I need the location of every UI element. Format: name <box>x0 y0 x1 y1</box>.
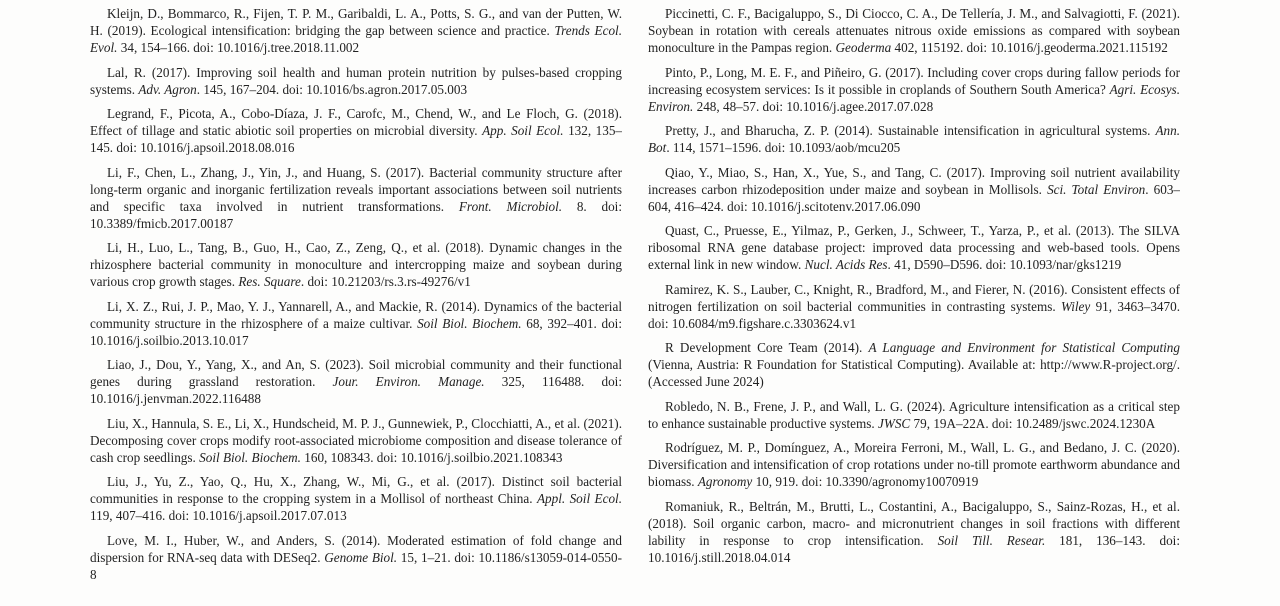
reference-entry <box>90 239 622 290</box>
journal-title: Appl. Soil Ecol. <box>536 491 622 506</box>
reference-entry <box>648 5 1180 56</box>
reference-text: 325, 116488. doi: 10.1016/j.jenvman.2022.116488 <box>90 374 622 406</box>
journal-title: Agronomy <box>697 474 753 489</box>
journal-title: Jour. Environ. Manage. <box>332 374 485 389</box>
journal-title: A Language and Environment for Statistical Computing <box>868 340 1180 355</box>
reference-text: 248, 48–57. doi: 10.1016/j.agee.2017.07.028 <box>693 98 934 114</box>
reference-text: 160, 108343. doi: 10.1016/j.soilbio.2021.108343 <box>300 449 563 465</box>
reference-entry <box>648 339 1180 390</box>
journal-title: Res. Square <box>238 274 301 289</box>
reference-entry <box>90 356 622 407</box>
journal-title: Nucl. Acids Res <box>804 257 888 272</box>
reference-text: Rodríguez, M. P., Domínguez, A., Moreira Ferroni, M., Wall, L. G., and Bedano, J. C. (2020). Diversification and intensification of crop rotations under no-till promote earthworm abundance and biomass. <box>648 440 1180 489</box>
reference-text: Love, M. I., Huber, W., and Anders, S. (2014). Moderated estimation of fold change and dispersion for RNA-seq data with DESeq2. <box>90 532 622 565</box>
reference-text: Piccinetti, C. F., Bacigaluppo, S., Di Ciocco, C. A., De Tellería, J. M., and Salvagiotti, F. (2021). Soybean in rotation with cereals attenuates nitrous oxide emissions as compared with soybean monoculture in the Pampas region. <box>648 6 1180 55</box>
reference-text: . 145, 167–204. doi: 10.1016/bs.agron.2017.05.003 <box>196 81 468 97</box>
reference-entry <box>90 5 622 56</box>
journal-title: Genome Biol. <box>324 549 398 565</box>
reference-text: Pinto, P., Long, M. E. F., and Piñeiro, G. (2017). Including cover crops during fallow periods for increasing ecosystem services: Is it possible in croplands of Southern South America? <box>648 64 1180 97</box>
journal-title: Agri. Ecosys. Environ. <box>648 81 1180 114</box>
journal-title: Sci. Total Environ <box>1047 181 1146 197</box>
reference-text: Robledo, N. B., Frene, J. P., and Wall, L. G. (2024). Agriculture intensification as a critical step to enhance sustainable productive systems. <box>648 398 1180 431</box>
reference-entry <box>648 281 1180 332</box>
reference-text: 132, 135–145. doi: 10.1016/j.apsoil.2018.08.016 <box>90 123 622 155</box>
reference-entry <box>648 498 1180 566</box>
reference-entry <box>648 122 1180 156</box>
reference-text: . 114, 1571–1596. doi: 10.1093/aob/mcu205 <box>666 140 901 155</box>
reference-text: Liu, J., Yu, Z., Yao, Q., Hu, X., Zhang, W., Mi, G., et al. (2017). Distinct soil bacterial communities in response to the cropping system in a Mollisol of northeast China. <box>90 474 622 506</box>
reference-entry <box>90 105 622 156</box>
journal-title: Soil Biol. Biochem. <box>417 315 522 331</box>
reference-text: 68, 392–401. doi: 10.1016/j.soilbio.2013.10.017 <box>90 315 622 348</box>
reference-entry <box>648 164 1180 215</box>
reference-entry <box>90 64 622 98</box>
journal-title: JWSC <box>878 415 911 431</box>
journal-title: Wiley <box>1060 298 1091 314</box>
reference-text: Lal, R. (2017). Improving soil health and human protein nutrition by pulses-based cropping systems. <box>90 64 622 97</box>
reference-text: 15, 1–21. doi: 10.1186/s13059-014-0550-8 <box>90 549 622 582</box>
journal-title: Trends Ecol. Evol. <box>90 23 622 55</box>
reference-entry <box>90 415 622 466</box>
reference-entry <box>90 473 622 524</box>
reference-entry <box>90 298 622 349</box>
reference-text: 402, 115192. doi: 10.1016/j.geoderma.2021.115192 <box>891 40 1168 55</box>
reference-entry <box>648 398 1180 432</box>
reference-text: Qiao, Y., Miao, S., Han, X., Yue, S., and Tang, C. (2017). Improving soil nutrient availability increases carbon rhizodeposition under maize and soybean in Mollisols. <box>648 164 1180 197</box>
journal-title: App. Soil Ecol. <box>482 123 564 138</box>
references-column-left <box>90 5 622 606</box>
reference-entry <box>648 222 1180 273</box>
journal-title: Geoderma <box>835 40 892 55</box>
reference-text: . 41, D590–D596. doi: 10.1093/nar/gks1219 <box>887 257 1122 272</box>
reference-text: . 603–604, 416–424. doi: 10.1016/j.scitotenv.2017.06.090 <box>648 181 1180 214</box>
reference-text: Liu, X., Hannula, S. E., Li, X., Hundscheid, M. P. J., Gunnewiek, P., Clocchiatti, A., et al. (2021). Decomposing cover crops modify root-associated microbiome composition and disease tolerance of cash crop seedlings. <box>90 415 622 465</box>
journal-title: Soil Till. Resear. <box>937 532 1046 548</box>
reference-text: Ramirez, K. S., Lauber, C., Knight, R., Bradford, M., and Fierer, N. (2016). Consistent effects of nitrogen fertilization on soil bacterial communities in contrasting systems. <box>648 281 1180 314</box>
reference-text: Romaniuk, R., Beltrán, M., Brutti, L., Costantini, A., Bacigaluppo, S., Sainz-Rozas, H., et al. (2018). Soil organic carbon, macro- and micronutrient changes in soil fractions with different lability in response to crop intensification. <box>648 498 1180 548</box>
reference-entry <box>648 439 1180 490</box>
reference-entry <box>90 164 622 232</box>
journal-title: Front. Microbiol. <box>458 198 563 214</box>
reference-text: (Vienna, Austria: R Foundation for Statistical Computing). Available at: http://www.R-project.org/. (Accessed June 2024) <box>648 357 1180 389</box>
reference-text: Pretty, J., and Bharucha, Z. P. (2014). Sustainable intensification in agricultural systems. <box>665 123 1156 138</box>
reference-text: . doi: 10.21203/rs.3.rs-49276/v1 <box>300 274 471 289</box>
reference-text: Li, H., Luo, L., Tang, B., Guo, H., Cao, Z., Zeng, Q., et al. (2018). Dynamic changes in the rhizosphere bacterial community in monoculture and intercropping maize and soybean during various crop growth stages. <box>90 240 622 289</box>
reference-entry <box>90 532 622 583</box>
reference-text: 79, 19A–22A. doi: 10.2489/jswc.2024.1230A <box>910 415 1156 431</box>
reference-text: Liao, J., Dou, Y., Yang, X., and An, S. (2023). Soil microbial community and their functional genes during grassland restoration. <box>90 357 622 389</box>
reference-text: Li, X. Z., Rui, J. P., Mao, Y. J., Yannarell, A., and Mackie, R. (2014). Dynamics of the bacterial community structure in the rhizosphere of a maize cultivar. <box>90 298 622 331</box>
reference-text: 91, 3463–3470. doi: 10.6084/m9.figshare.c.3303624.v1 <box>648 298 1180 331</box>
reference-text: 119, 407–416. doi: 10.1016/j.apsoil.2017.07.013 <box>90 508 347 523</box>
reference-text: 8. doi: 10.3389/fmicb.2017.00187 <box>90 198 622 231</box>
reference-text: Li, F., Chen, L., Zhang, J., Yin, J., and Huang, S. (2017). Bacterial community structure after long-term organic and inorganic fertilization reveals important associations between soil nutrients and specific taxa involved in nutrient transformations. <box>90 164 622 214</box>
references-column-right <box>648 5 1180 606</box>
reference-text: R Development Core Team (2014). <box>665 340 869 355</box>
reference-text: Quast, C., Pruesse, E., Yilmaz, P., Gerken, J., Schweer, T., Yarza, P., et al. (2013). The SILVA ribosomal RNA gene database project: improved data processing and web-based tools. Opens external link in new window. <box>648 223 1180 272</box>
reference-text: Kleijn, D., Bommarco, R., Fijen, T. P. M., Garibaldi, L. A., Potts, S. G., and van der Putten, W. H. (2019). Ecological intensification: bridging the gap between science and practice. <box>90 6 622 38</box>
reference-text: Legrand, F., Picota, A., Cobo-Díaza, J. F., Carofc, M., Chend, W., and Le Floch, G. (2018). Effect of tillage and static abiotic soil properties on microbial diversity. <box>90 106 622 138</box>
reference-text: 34, 154–166. doi: 10.1016/j.tree.2018.11.002 <box>117 40 360 55</box>
reference-text: 10, 919. doi: 10.3390/agronomy10070919 <box>752 474 979 489</box>
journal-title: Soil Biol. Biochem. <box>199 449 301 465</box>
reference-text: 181, 136–143. doi: 10.1016/j.still.2018.04.014 <box>648 532 1180 565</box>
reference-entry <box>648 64 1180 115</box>
journal-title: Ann. Bot <box>648 123 1180 155</box>
journal-title: Adv. Agron <box>138 81 197 97</box>
